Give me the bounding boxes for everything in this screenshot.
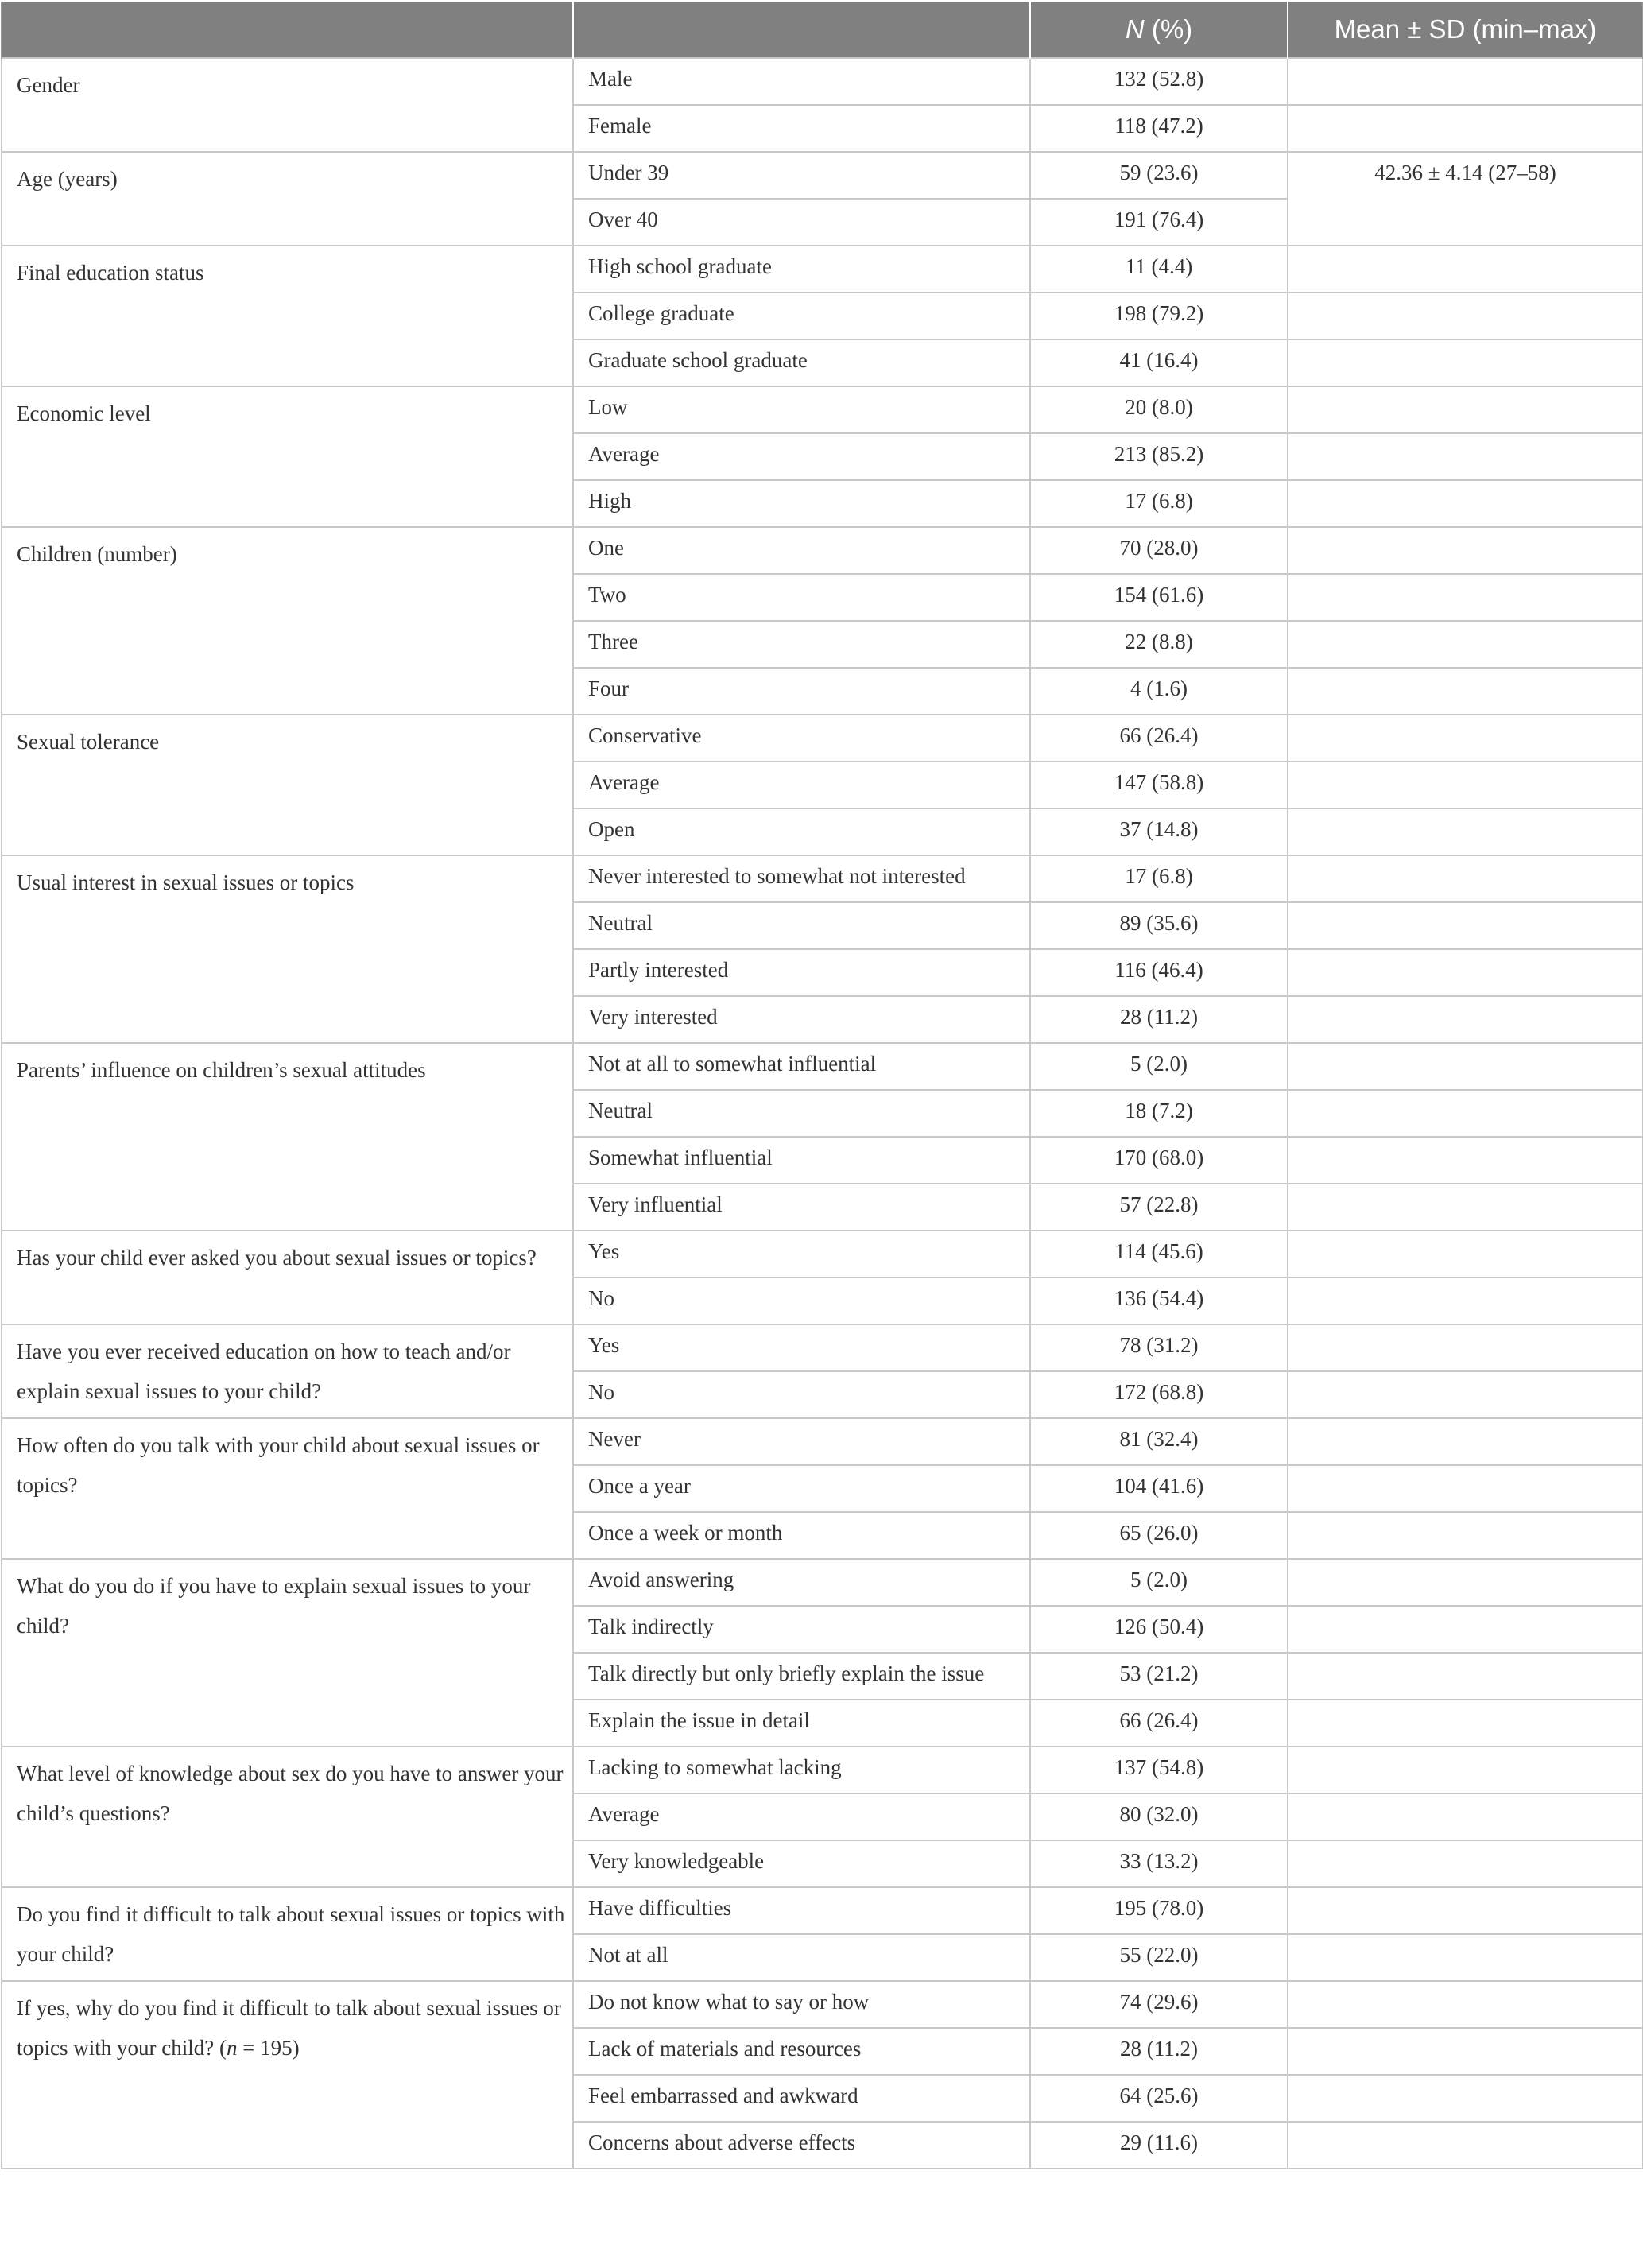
- n-percent-cell: 33 (13.2): [1030, 1840, 1288, 1887]
- category-cell: Average: [573, 433, 1030, 480]
- n-percent-cell: 104 (41.6): [1030, 1465, 1288, 1512]
- category-cell: Have difficulties: [573, 1887, 1030, 1934]
- row-label-what-do-you-do: What do you do if you have to explain sexual issues to your child?: [2, 1559, 573, 1747]
- table-row: [2, 1324, 1643, 1371]
- mean-sd-cell: [1288, 1559, 1643, 1606]
- mean-sd-cell-age: 42.36 ± 4.14 (27–58): [1288, 152, 1643, 246]
- n-percent-cell: 198 (79.2): [1030, 293, 1288, 339]
- n-percent-cell: 66 (26.4): [1030, 715, 1288, 762]
- category-cell: Once a week or month: [573, 1512, 1030, 1559]
- category-cell: Average: [573, 1793, 1030, 1840]
- mean-sd-cell: [1288, 996, 1643, 1043]
- category-cell: Four: [573, 668, 1030, 715]
- category-cell: Two: [573, 574, 1030, 621]
- category-cell: Over 40: [573, 199, 1030, 246]
- table-row: [2, 58, 1643, 105]
- mean-sd-cell: [1288, 1043, 1643, 1090]
- category-cell: Explain the issue in detail: [573, 1700, 1030, 1747]
- category-cell: Average: [573, 762, 1030, 808]
- n-percent-cell: 20 (8.0): [1030, 386, 1288, 433]
- mean-sd-cell: [1288, 949, 1643, 996]
- category-cell: Neutral: [573, 1090, 1030, 1137]
- mean-sd-cell: [1288, 1137, 1643, 1184]
- n-percent-cell: 17 (6.8): [1030, 855, 1288, 902]
- n-percent-cell: 114 (45.6): [1030, 1231, 1288, 1277]
- category-cell: Never: [573, 1418, 1030, 1465]
- category-cell: Do not know what to say or how: [573, 1981, 1030, 2028]
- category-cell: Concerns about adverse effects: [573, 2122, 1030, 2169]
- row-label-economic: Economic level: [2, 386, 573, 527]
- n-percent-cell: 147 (58.8): [1030, 762, 1288, 808]
- category-cell: High: [573, 480, 1030, 527]
- table-row: [2, 715, 1643, 762]
- mean-sd-cell: [1288, 762, 1643, 808]
- category-cell: Talk directly but only briefly explain the issue: [573, 1653, 1030, 1700]
- table-row: [2, 1887, 1643, 1934]
- n-percent-cell: 132 (52.8): [1030, 58, 1288, 105]
- category-cell: Female: [573, 105, 1030, 152]
- n-percent-cell: 66 (26.4): [1030, 1700, 1288, 1747]
- n-percent-cell: 65 (26.0): [1030, 1512, 1288, 1559]
- table-row: [2, 246, 1643, 293]
- header-mean-sd: Mean ± SD (min–max): [1288, 2, 1643, 58]
- category-cell: Partly interested: [573, 949, 1030, 996]
- row-label-received-education: Have you ever received education on how to teach and/or explain sexual issues to your child?: [2, 1324, 573, 1418]
- n-percent-cell: 29 (11.6): [1030, 2122, 1288, 2169]
- table-row: [2, 1747, 1643, 1793]
- n-percent-cell: 70 (28.0): [1030, 527, 1288, 574]
- category-cell: Avoid answering: [573, 1559, 1030, 1606]
- category-cell: Three: [573, 621, 1030, 668]
- row-label-tolerance: Sexual tolerance: [2, 715, 573, 855]
- mean-sd-cell: [1288, 2028, 1643, 2075]
- n-percent-cell: 11 (4.4): [1030, 246, 1288, 293]
- n-percent-cell: 18 (7.2): [1030, 1090, 1288, 1137]
- mean-sd-cell: [1288, 105, 1643, 152]
- n-percent-cell: 64 (25.6): [1030, 2075, 1288, 2122]
- category-cell: Feel embarrassed and awkward: [573, 2075, 1030, 2122]
- mean-sd-cell: [1288, 527, 1643, 574]
- table-row: [2, 1231, 1643, 1277]
- mean-sd-cell: [1288, 855, 1643, 902]
- n-percent-cell: 116 (46.4): [1030, 949, 1288, 996]
- why-label-text: If yes, why do you find it difficult to talk about sexual issues or topics with your child? (: [17, 1996, 561, 2060]
- mean-sd-cell: [1288, 2122, 1643, 2169]
- mean-sd-cell: [1288, 433, 1643, 480]
- n-percent-cell: 191 (76.4): [1030, 199, 1288, 246]
- mean-sd-cell: [1288, 1747, 1643, 1793]
- mean-sd-cell: [1288, 1934, 1643, 1981]
- mean-sd-cell: [1288, 1840, 1643, 1887]
- mean-sd-cell: [1288, 621, 1643, 668]
- n-percent-cell: 80 (32.0): [1030, 1793, 1288, 1840]
- n-percent-cell: 55 (22.0): [1030, 1934, 1288, 1981]
- mean-sd-cell: [1288, 1418, 1643, 1465]
- mean-sd-cell: [1288, 293, 1643, 339]
- category-cell: Lack of materials and resources: [573, 2028, 1030, 2075]
- mean-sd-cell: [1288, 1981, 1643, 2028]
- n-percent-cell: 5 (2.0): [1030, 1559, 1288, 1606]
- row-label-knowledge: What level of knowledge about sex do you have to answer your child’s questions?: [2, 1747, 573, 1887]
- category-cell: Not at all: [573, 1934, 1030, 1981]
- row-label-how-often: How often do you talk with your child about sexual issues or topics?: [2, 1418, 573, 1559]
- header-row: [2, 2, 1643, 58]
- category-cell: Not at all to somewhat influential: [573, 1043, 1030, 1090]
- n-percent-cell: 53 (21.2): [1030, 1653, 1288, 1700]
- row-label-age: Age (years): [2, 152, 573, 246]
- header-n-symbol: N: [1125, 14, 1145, 44]
- table-row: [2, 527, 1643, 574]
- mean-sd-cell: [1288, 339, 1643, 386]
- n-percent-cell: 89 (35.6): [1030, 902, 1288, 949]
- mean-sd-cell: [1288, 902, 1643, 949]
- n-percent-cell: 41 (16.4): [1030, 339, 1288, 386]
- n-percent-cell: 5 (2.0): [1030, 1043, 1288, 1090]
- n-percent-cell: 37 (14.8): [1030, 808, 1288, 855]
- mean-sd-cell: [1288, 1465, 1643, 1512]
- row-label-child-asked: Has your child ever asked you about sexual issues or topics?: [2, 1231, 573, 1324]
- category-cell: Once a year: [573, 1465, 1030, 1512]
- header-percent: (%): [1144, 14, 1193, 44]
- mean-sd-cell: [1288, 715, 1643, 762]
- category-cell: Lacking to somewhat lacking: [573, 1747, 1030, 1793]
- category-cell: No: [573, 1371, 1030, 1418]
- mean-sd-cell: [1288, 1700, 1643, 1747]
- mean-sd-cell: [1288, 386, 1643, 433]
- mean-sd-cell: [1288, 574, 1643, 621]
- mean-sd-cell: [1288, 1184, 1643, 1231]
- category-cell: Yes: [573, 1324, 1030, 1371]
- mean-sd-cell: [1288, 1512, 1643, 1559]
- n-percent-cell: 4 (1.6): [1030, 668, 1288, 715]
- n-percent-cell: 28 (11.2): [1030, 996, 1288, 1043]
- mean-sd-cell: [1288, 1090, 1643, 1137]
- n-percent-cell: 74 (29.6): [1030, 1981, 1288, 2028]
- mean-sd-cell: [1288, 1231, 1643, 1277]
- mean-sd-cell: [1288, 808, 1643, 855]
- category-cell: Yes: [573, 1231, 1030, 1277]
- header-n-percent: [1030, 2, 1288, 58]
- category-cell: Somewhat influential: [573, 1137, 1030, 1184]
- mean-sd-cell: [1288, 2075, 1643, 2122]
- n-percent-cell: 78 (31.2): [1030, 1324, 1288, 1371]
- header-category: [573, 2, 1030, 58]
- table-row: [2, 1043, 1643, 1090]
- n-percent-cell: 59 (23.6): [1030, 152, 1288, 199]
- n-percent-cell: 195 (78.0): [1030, 1887, 1288, 1934]
- mean-sd-cell: [1288, 246, 1643, 293]
- category-cell: Under 39: [573, 152, 1030, 199]
- n-percent-cell: 136 (54.4): [1030, 1277, 1288, 1324]
- mean-sd-cell: [1288, 1324, 1643, 1371]
- mean-sd-cell: [1288, 480, 1643, 527]
- n-percent-cell: 57 (22.8): [1030, 1184, 1288, 1231]
- category-cell: High school graduate: [573, 246, 1030, 293]
- row-label-children: Children (number): [2, 527, 573, 715]
- category-cell: One: [573, 527, 1030, 574]
- category-cell: Neutral: [573, 902, 1030, 949]
- n-percent-cell: 137 (54.8): [1030, 1747, 1288, 1793]
- category-cell: Very influential: [573, 1184, 1030, 1231]
- table-row: [2, 1418, 1643, 1465]
- category-cell: Graduate school graduate: [573, 339, 1030, 386]
- category-cell: Very interested: [573, 996, 1030, 1043]
- category-cell: Talk indirectly: [573, 1606, 1030, 1653]
- category-cell: Conservative: [573, 715, 1030, 762]
- n-percent-cell: 154 (61.6): [1030, 574, 1288, 621]
- mean-sd-cell: [1288, 58, 1643, 105]
- row-label-influence: Parents’ influence on children’s sexual attitudes: [2, 1043, 573, 1231]
- row-label-education: Final education status: [2, 246, 573, 386]
- n-percent-cell: 22 (8.8): [1030, 621, 1288, 668]
- row-label-difficult: Do you find it difficult to talk about sexual issues or topics with your child?: [2, 1887, 573, 1981]
- n-percent-cell: 17 (6.8): [1030, 480, 1288, 527]
- table-row: [2, 152, 1643, 199]
- mean-sd-cell: [1288, 1887, 1643, 1934]
- table-row: [2, 386, 1643, 433]
- row-label-gender: Gender: [2, 58, 573, 152]
- mean-sd-cell: [1288, 1606, 1643, 1653]
- table-row: [2, 855, 1643, 902]
- why-label-n: n: [226, 2036, 238, 2060]
- mean-sd-cell: [1288, 1793, 1643, 1840]
- row-label-why-difficult: [2, 1981, 573, 2169]
- table-row: [2, 1981, 1643, 2028]
- why-label-count: = 195): [237, 2036, 300, 2060]
- category-cell: No: [573, 1277, 1030, 1324]
- mean-sd-cell: [1288, 1277, 1643, 1324]
- category-cell: Very knowledgeable: [573, 1840, 1030, 1887]
- mean-sd-cell: [1288, 1653, 1643, 1700]
- category-cell: Never interested to somewhat not interested: [573, 855, 1030, 902]
- n-percent-cell: 81 (32.4): [1030, 1418, 1288, 1465]
- category-cell: Low: [573, 386, 1030, 433]
- n-percent-cell: 172 (68.8): [1030, 1371, 1288, 1418]
- table-row: [2, 1559, 1643, 1606]
- characteristics-table: [1, 2, 1643, 2169]
- category-cell: College graduate: [573, 293, 1030, 339]
- n-percent-cell: 118 (47.2): [1030, 105, 1288, 152]
- n-percent-cell: 28 (11.2): [1030, 2028, 1288, 2075]
- category-cell: Open: [573, 808, 1030, 855]
- category-cell: Male: [573, 58, 1030, 105]
- mean-sd-cell: [1288, 1371, 1643, 1418]
- row-label-interest: Usual interest in sexual issues or topics: [2, 855, 573, 1043]
- header-variable: [2, 2, 573, 58]
- n-percent-cell: 170 (68.0): [1030, 1137, 1288, 1184]
- n-percent-cell: 126 (50.4): [1030, 1606, 1288, 1653]
- mean-sd-cell: [1288, 668, 1643, 715]
- n-percent-cell: 213 (85.2): [1030, 433, 1288, 480]
